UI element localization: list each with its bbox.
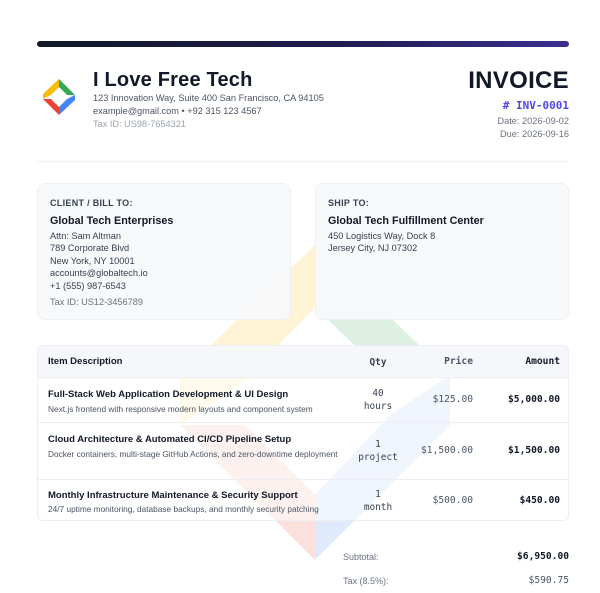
item-description: 24/7 uptime monitoring, database backups, and monthly security patching (48, 504, 319, 514)
item-qty (338, 438, 418, 464)
ship-to-street: 450 Logistics Way, Dock 8 (328, 231, 436, 241)
item-price: $125.00 (432, 394, 473, 405)
invoice-due-date: Due: 2026-09-16 (500, 129, 569, 139)
header-divider (37, 161, 569, 162)
item-qty-value: 1 (375, 489, 381, 500)
client-email: accounts@globaltech.io (50, 268, 148, 278)
client-street: 789 Corporate Blvd (50, 243, 130, 253)
subtotal-value: $6,950.00 (517, 551, 569, 562)
company-logo-icon (39, 77, 79, 117)
header-accent-bar (37, 41, 569, 47)
client-name: Global Tech Enterprises (50, 215, 174, 227)
company-name: I Love Free Tech (93, 69, 253, 91)
company-contact: example@gmail.com • +92 315 123 4567 (93, 106, 262, 116)
item-qty-value: 40 (372, 388, 384, 399)
company-tax-id: Tax ID: US98-7654321 (93, 119, 186, 129)
ship-to-name: Global Tech Fulfillment Center (328, 215, 484, 227)
item-price: $500.00 (432, 495, 473, 506)
company-address: 123 Innovation Way, Suite 400 San Francisco, CA 94105 (93, 93, 324, 103)
item-qty-unit: month (363, 502, 393, 513)
item-qty (338, 488, 418, 514)
item-description: Docker containers, multi-stage GitHub Actions, and zero-downtime deployment (48, 449, 338, 459)
item-amount: $5,000.00 (508, 394, 560, 405)
invoice-title: INVOICE (468, 67, 569, 94)
item-title: Monthly Infrastructure Maintenance & Security Support (48, 490, 298, 501)
item-qty (338, 387, 418, 413)
table-row (38, 480, 569, 521)
tax-value: $590.75 (528, 575, 569, 586)
invoice-number: # INV-0001 (502, 99, 569, 112)
subtotal-label: Subtotal: (343, 552, 379, 562)
item-description: Next.js frontend with responsive modern layouts and component system (48, 404, 313, 414)
item-qty-unit: hours (363, 401, 393, 412)
header-qty: Qty (369, 357, 387, 368)
item-qty-value: 1 (375, 439, 381, 450)
client-city: New York, NY 10001 (50, 256, 135, 266)
bill-to-card (37, 183, 291, 320)
header-price: Price (444, 356, 473, 367)
item-qty-unit: project (358, 452, 398, 463)
item-amount: $1,500.00 (508, 445, 560, 456)
client-tax-id: Tax ID: US12-3456789 (50, 297, 143, 307)
tax-label: Tax (8.5%): (343, 576, 389, 586)
ship-to-city: Jersey City, NJ 07302 (328, 243, 418, 253)
item-amount: $450.00 (519, 495, 560, 506)
items-table (37, 345, 569, 521)
item-title: Cloud Architecture & Automated CI/CD Pipeline Setup (48, 434, 292, 445)
item-price: $1,500.00 (421, 445, 473, 456)
client-phone: +1 (555) 987-6543 (50, 281, 126, 291)
bill-to-label: CLIENT / BILL TO: (50, 198, 133, 208)
ship-to-label: SHIP TO: (328, 198, 370, 208)
table-row (38, 423, 569, 480)
header-description: Item Description (48, 356, 123, 367)
ship-to-card (315, 183, 569, 320)
client-attn: Attn: Sam Altman (50, 231, 121, 241)
table-row (38, 378, 569, 423)
item-title: Full-Stack Web Application Development & UI Design (48, 389, 289, 400)
header-amount: Amount (525, 356, 560, 367)
invoice-date: Date: 2026-09-02 (497, 116, 569, 126)
table-header (38, 346, 569, 378)
